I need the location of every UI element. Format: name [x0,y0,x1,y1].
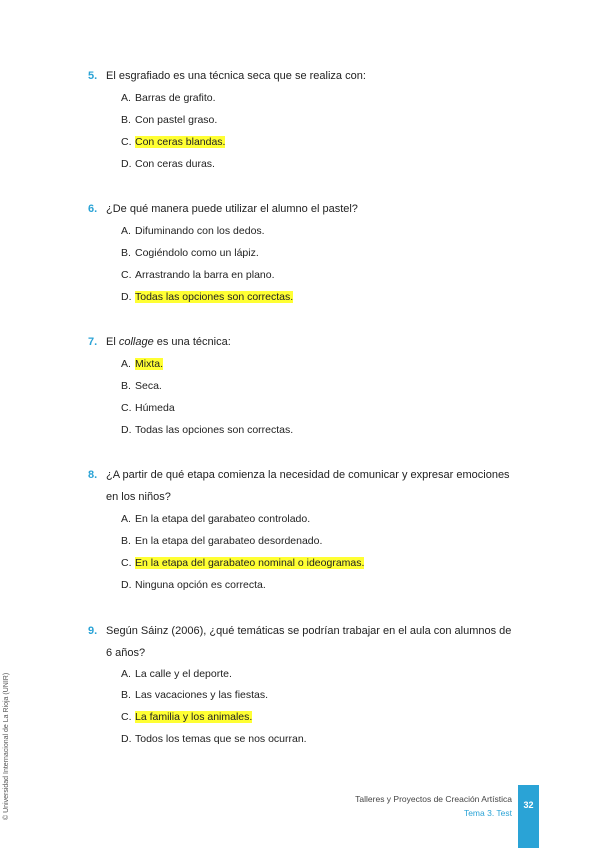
option-text-highlighted: Mixta. [135,358,164,370]
option-7d [121,420,293,440]
topic-label: Tema 3. Test [463,808,512,818]
option-letter: B. [121,114,131,126]
option-letter: A. [121,668,131,680]
option-9d [121,729,307,749]
option-text: Ninguna opción es correcta. [135,579,266,591]
option-9c [121,707,252,727]
option-letter: B. [121,380,131,392]
option-text-highlighted: Todas las opciones son correctas. [135,291,294,303]
question-text-line1: ¿A partir de qué etapa comienza la necesidad de comunicar y expresar emociones [106,469,510,481]
option-text: Seca. [135,380,162,392]
question-text: El esgrafiado es una técnica seca que se realiza con: [106,70,366,82]
option-9a [121,664,232,684]
option-6b [121,243,259,263]
question-text-italic: collage [118,336,154,348]
option-letter: B. [121,689,131,701]
option-letter: C. [121,269,132,281]
option-text: Barras de grafito. [135,92,216,104]
option-letter: A. [121,513,131,525]
option-text-highlighted: La familia y los animales. [135,711,253,723]
option-letter: C. [121,136,132,148]
option-text: Con pastel graso. [135,114,218,126]
option-letter: C. [121,557,132,569]
option-text: En la etapa del garabateo controlado. [135,513,311,525]
option-6a [121,221,265,241]
question-text-line1: Según Sáinz (2006), ¿qué temáticas se podrían trabajar en el aula con alumnos de [106,625,512,637]
page-number: 32 [523,800,534,810]
option-letter: A. [121,358,131,370]
option-5a [121,88,216,108]
option-letter: A. [121,92,131,104]
option-6d [121,287,293,307]
question-number: 6. [88,203,98,215]
question-number: 8. [88,469,98,481]
option-text-highlighted: En la etapa del garabateo nominal o ideogramas. [135,557,365,569]
option-text: Arrastrando la barra en plano. [135,269,275,281]
option-letter: D. [121,733,132,745]
question-9 [88,620,511,664]
option-5b [121,110,217,130]
option-letter: C. [121,402,132,414]
question-7 [88,331,231,353]
option-7c [121,398,175,418]
question-number: 7. [88,336,98,348]
option-text: Cogiéndolo como un lápiz. [135,247,259,259]
option-text: Todas las opciones son correctas. [135,424,294,436]
option-8a [121,509,310,529]
option-7a [121,354,163,374]
option-8d [121,575,266,595]
option-9b [121,685,268,705]
option-text: Las vacaciones y las fiestas. [135,689,269,701]
question-6 [88,198,358,220]
question-text-line2: en los niños? [106,491,171,503]
option-text: Con ceras duras. [135,158,215,170]
question-text-after: es una técnica: [153,336,231,348]
option-text: Húmeda [135,402,175,414]
option-letter: C. [121,711,132,723]
option-text: Difuminando con los dedos. [135,225,265,237]
option-5c [121,132,225,152]
option-text-highlighted: Con ceras blandas. [135,136,226,148]
option-text: Todos los temas que se nos ocurran. [135,733,307,745]
option-letter: B. [121,247,131,259]
course-title: Talleres y Proyectos de Creación Artística [355,794,512,804]
option-8c [121,553,364,573]
option-6c [121,265,275,285]
option-7b [121,376,162,396]
question-text: ¿De qué manera puede utilizar el alumno el pastel? [106,203,358,215]
option-letter: B. [121,535,131,547]
question-5 [88,65,366,87]
option-text: La calle y el deporte. [135,668,232,680]
option-letter: D. [121,158,132,170]
option-5d [121,154,215,174]
option-letter: D. [121,424,132,436]
question-8 [88,464,510,508]
page-number-bar [518,785,539,848]
option-8b [121,531,322,551]
question-number: 9. [88,625,98,637]
question-text-line2: 6 años? [106,647,146,659]
option-letter: D. [121,579,132,591]
option-letter: A. [121,225,131,237]
option-text: En la etapa del garabateo desordenado. [135,535,323,547]
question-number: 5. [88,70,98,82]
option-letter: D. [121,291,132,303]
question-text-before: El [106,336,119,348]
copyright-notice: © Universidad Internacional de La Rioja (UNIR) [3,672,10,820]
